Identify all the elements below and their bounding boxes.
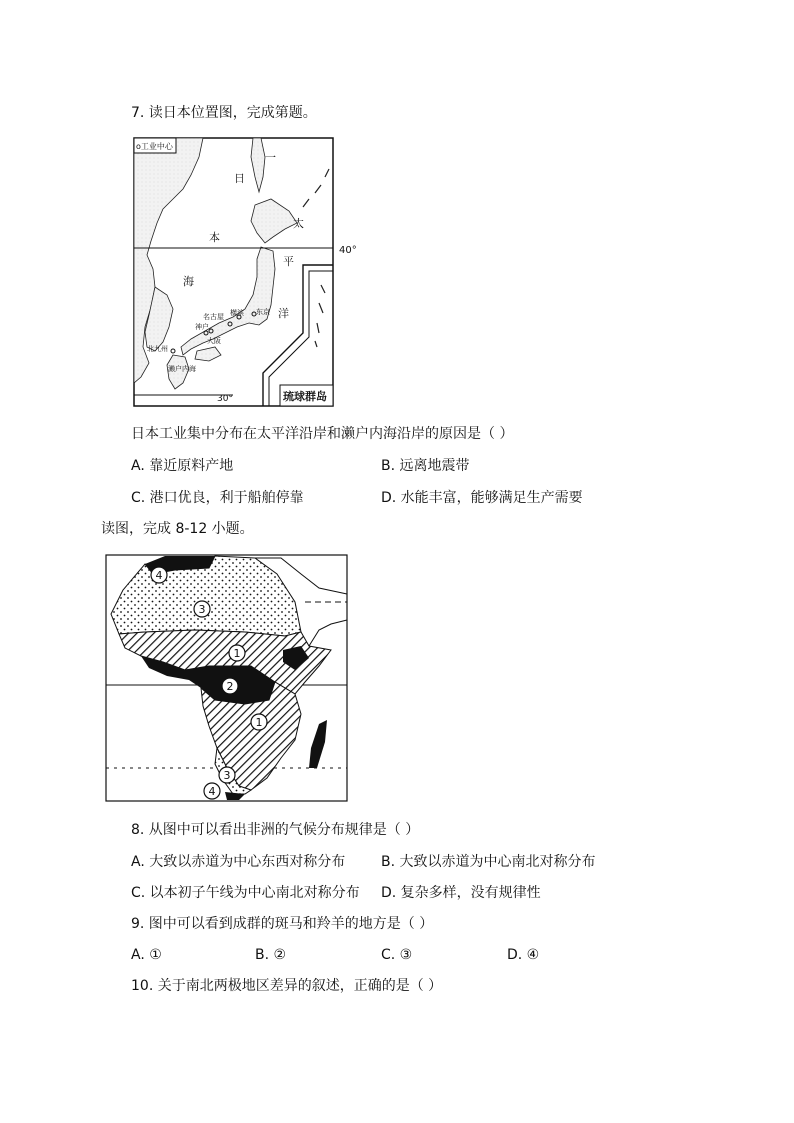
zone-label-4-north [151, 567, 167, 583]
seto-inland-sea: 濑户内海 [168, 365, 196, 373]
ocean-char-2: 平 [283, 255, 294, 268]
lat30-label: 30° [217, 394, 233, 404]
legend-label: o工业中心 [136, 142, 173, 151]
q7-option-d[interactable]: D. 水能丰富，能够满足生产需要 [381, 490, 583, 506]
sea-char-1: 日 [234, 172, 245, 185]
svg-text:4: 4 [155, 569, 163, 582]
q9-option-c[interactable]: C. ③ [381, 947, 413, 963]
japan-map [133, 137, 363, 409]
svg-text:3: 3 [223, 769, 231, 782]
africa-map [105, 554, 348, 802]
q7-option-a[interactable]: A. 靠近原料产地 [131, 458, 234, 474]
q8-option-c[interactable]: C. 以本初子午线为中心南北对称分布 [131, 885, 360, 901]
city-kobe: 神户 [195, 323, 209, 331]
intro-text: 读图，完成 8-12 小题。 [101, 521, 254, 537]
q7-stem: 7. 读日本位置图，完成第题。 [131, 105, 317, 121]
zone-label-2 [222, 678, 238, 694]
ocean-char-1: 太 [293, 217, 304, 230]
svg-text:4: 4 [208, 785, 216, 798]
city-nagoya: 名古屋 [203, 313, 224, 321]
lat40-label: 40° [339, 245, 357, 256]
zone-label-3-south [219, 767, 235, 783]
q8-option-b[interactable]: B. 大致以赤道为中心南北对称分布 [381, 854, 596, 870]
q8-option-a[interactable]: A. 大致以赤道为中心东西对称分布 [131, 854, 346, 870]
svg-text:2: 2 [226, 680, 234, 693]
q8-stem: 8. 从图中可以看出非洲的气候分布规律是（ ） [131, 822, 420, 838]
q7-question: 日本工业集中分布在太平洋沿岸和濑户内海沿岸的原因是（ ） [131, 426, 514, 442]
ocean-char-3: 洋 [278, 307, 289, 320]
q8-option-d[interactable]: D. 复杂多样，没有规律性 [381, 885, 541, 901]
city-kitakyushu: 北九州 [147, 345, 168, 353]
q9-stem: 9. 图中可以看到成群的斑马和羚羊的地方是（ ） [131, 916, 434, 932]
zone-label-4-south [204, 783, 220, 799]
q9-option-b[interactable]: B. ② [255, 947, 287, 963]
sea-char-2: 本 [209, 231, 220, 244]
city-yokohama: 横滨 [230, 309, 244, 317]
svg-text:1: 1 [255, 716, 263, 729]
city-tokyo: 东京 [256, 308, 270, 316]
sea-char-3: 海 [183, 275, 194, 288]
zone-label-1-south [251, 714, 267, 730]
dash-mark: 一 [265, 151, 276, 164]
zone-label-3-north [194, 601, 210, 617]
q9-option-a[interactable]: A. ① [131, 947, 162, 963]
svg-text:1: 1 [233, 647, 241, 660]
q10-stem: 10. 关于南北两极地区差异的叙述，正确的是（ ） [131, 978, 443, 994]
q9-option-d[interactable]: D. ④ [507, 947, 540, 963]
svg-text:3: 3 [198, 603, 206, 616]
zone-label-1-north [229, 645, 245, 661]
city-osaka: 大阪 [207, 337, 221, 345]
q7-option-b[interactable]: B. 远离地震带 [381, 458, 470, 474]
ryukyu-label: 琉球群岛 [283, 390, 327, 403]
q7-option-c[interactable]: C. 港口优良，利于船舶停靠 [131, 490, 304, 506]
